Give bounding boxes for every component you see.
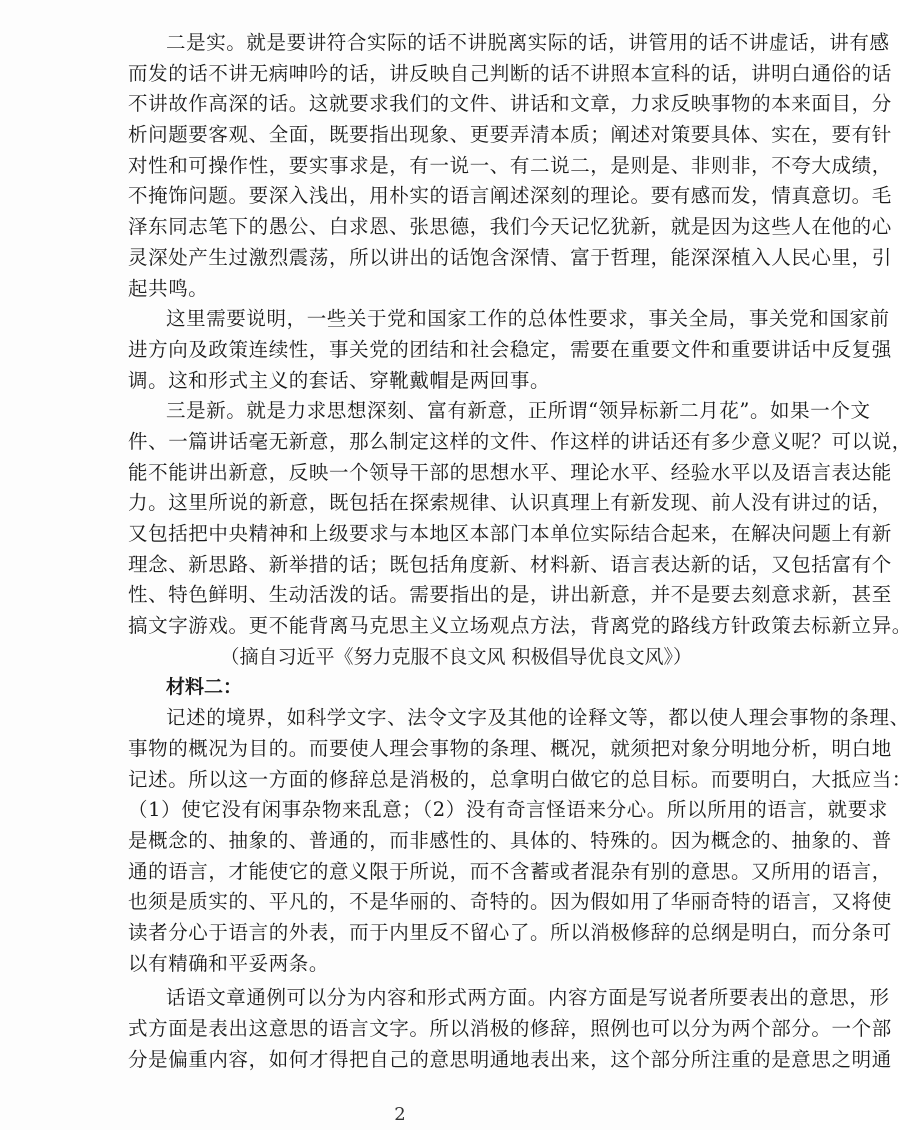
text-line: 分是偏重内容，如何才得把自己的意思明通地表出来，这个部分所注重的是意思之明通 [128, 1047, 892, 1071]
paragraph-note [128, 304, 892, 396]
text-line: 性、特色鲜明、生动活泼的话。需要指出的是，讲出新意，并不是要去刻意求新，甚至 [128, 583, 892, 607]
text-line: 话语文章通例可以分为内容和形式两方面。内容方面是写说者所要表出的意思，形 [166, 986, 890, 1010]
document-body [128, 28, 912, 1075]
text-line: 析问题要客观、全面，既要指出现象、更要弄清本质；阐述对策要具体、实在，要有针 [128, 123, 892, 147]
text-line: 这里需要说明，一些关于党和国家工作的总体性要求，事关全局，事关党和国家前 [166, 307, 890, 331]
section-heading-material-two: 材料二： [166, 676, 243, 699]
text-line: 理念、新思路、新举措的话；既包括角度新、材料新、语言表达新的话，又包括富有个 [128, 552, 892, 576]
text-line: 记述。所以这一方面的修辞总是消极的，总拿明白做它的总目标。而要明白，大抵应当： [128, 767, 912, 791]
text-line: 搞文字游戏。更不能背离马克思主义立场观点方法，背离党的路线方针政策去标新立异。 [128, 614, 912, 638]
source-citation: （摘自习近平《努力克服不良文风 积极倡导优良文风》） [220, 645, 692, 668]
text-line: 而发的话不讲无病呻吟的话，讲反映自己判断的话不讲照本宣科的话，讲明白通俗的话 [128, 61, 892, 85]
text-line: 件、一篇讲话毫无新意，那么制定这样的文件、作这样的讲话还有多少意义呢？可以说， [128, 429, 912, 453]
text-line: 以有精确和平妥两条。 [128, 951, 330, 975]
text-line: 记述的境界，如科学文字、法令文字及其他的诠释文等，都以使人理会事物的条理、 [166, 706, 910, 730]
text-line: 不掩饰问题。要深入浅出，用朴实的语言阐述深刻的理论。要有感而发，情真意切。毛 [128, 184, 892, 208]
text-line: 起共鸣。 [128, 276, 209, 300]
text-line: 进方向及政策连续性，事关党的团结和社会稳定，需要在重要文件和重要讲话中反复强 [128, 337, 892, 361]
page-number: 2 [394, 1104, 406, 1125]
text-line: 灵深处产生过激烈震荡，所以讲出的话饱含深情、富于哲理，能深深植入人民心里，引 [128, 245, 892, 269]
text-line: 不讲故作高深的话。这就要求我们的文件、讲话和文章，力求反映事物的本来面目，分 [128, 92, 892, 116]
text-line: 二是实。就是要讲符合实际的话不讲脱离实际的话，讲管用的话不讲虚话，讲有感 [166, 31, 890, 54]
paragraph-xin [128, 396, 912, 642]
text-line: 事物的概况为目的。而要使人理会事物的条理、概况，就须把对象分明地分析，明白地 [128, 736, 892, 760]
text-line: 通的语言，才能使它的意义限于所说，而不含蓄或者混杂有别的意思。又所用的语言， [128, 859, 892, 883]
text-line: 能不能讲出新意，反映一个领导干部的思想水平、理论水平、经验水平以及语言表达能 [128, 460, 892, 484]
text-line: 式方面是表出这意思的语言文字。所以消极的修辞，照例也可以分为两个部分。一个部 [128, 1017, 892, 1040]
text-line: 是概念的、抽象的、普通的，而非感性的、具体的、特殊的。因为概念的、抽象的、普 [128, 828, 892, 852]
text-line: （1）使它没有闲事杂物来乱意；（2）没有奇言怪语来分心。所以所用的语言，就要求 [128, 798, 888, 822]
text-line: 又包括把中央精神和上级要求与本地区本部门本单位实际结合起来，在解决问题上有新 [128, 522, 892, 545]
text-line: 读者分心于语言的外表，而于内里反不留心了。所以消极修辞的总纲是明白，而分条可 [128, 920, 892, 944]
paragraph-shi [128, 28, 892, 304]
text-line: 对性和可操作性，要实事求是，有一说一、有二说二，是则是、非则非，不夸大成绩， [128, 153, 892, 177]
paragraph-record [128, 703, 912, 979]
text-line: 力。这里所说的新意，既包括在探索规律、认识真理上有新发现、前人没有讲过的话， [128, 491, 892, 515]
text-line: 也须是质实的、平凡的，不是华丽的、奇特的。因为假如用了华丽奇特的语言，又将使 [128, 890, 892, 914]
paragraph-discourse [128, 983, 892, 1075]
text-line: 调。这和形式主义的套话、穿靴戴帽是两回事。 [128, 368, 551, 392]
text-line: 三是新。就是力求思想深刻、富有新意，正所谓“领异标新二月花”。如果一个文 [166, 399, 871, 423]
text-line: 泽东同志笔下的愚公、白求恩、张思德，我们今天记忆犹新，就是因为这些人在他的心 [128, 215, 892, 239]
